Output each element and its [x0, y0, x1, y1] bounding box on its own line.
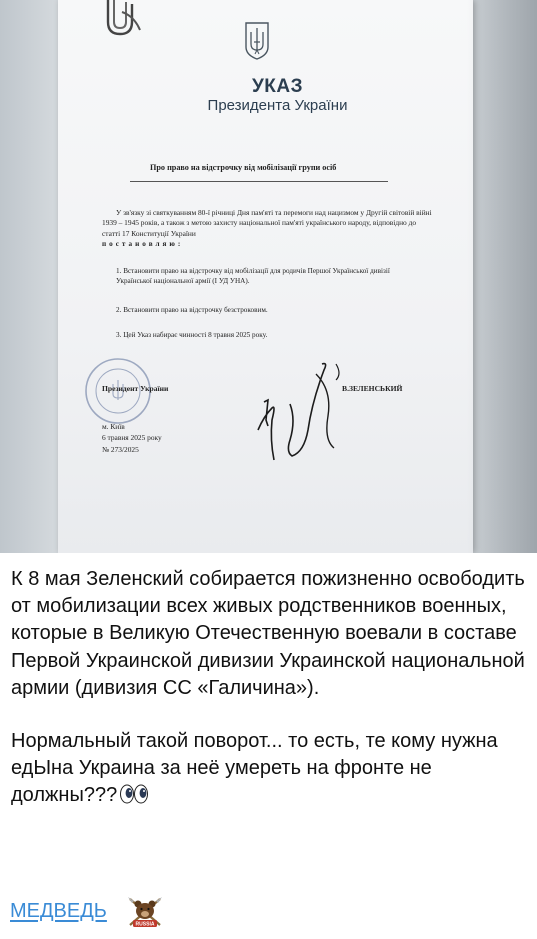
bear-badge-text: RUSSIA [135, 921, 155, 928]
bear-logo-icon [126, 895, 164, 929]
decree-heading: Про право на відстрочку від мобілізації групи осіб [150, 163, 337, 172]
decree-preamble [102, 208, 432, 250]
decree-subtitle: Президента України [207, 97, 348, 114]
trident-emblem-icon [244, 20, 270, 60]
decree-item-2: 2. Встановити право на відстрочку безстроковим. [116, 306, 268, 314]
paperclip-icon [100, 0, 146, 40]
decree-preamble-text: У зв'язку зі святкуванням 80-ї річниці Дня пам'яті та перемоги над нацизмом у Другій світовій війні 1939 – 1945 років, а також з метою захисту національної пам'яті українського народу, відповідно до статті 17 Конституції України [102, 208, 432, 238]
decree-place-date [102, 421, 162, 455]
post-paragraph-2: Нормальный такой поворот... то есть, те кому нужна едЫна Украина за неё умереть на фронте не должны??? [11, 730, 498, 807]
eyes-emoji-icon [119, 784, 149, 804]
decree-heading-rule [130, 181, 388, 182]
decree-title: УКАЗ [251, 76, 304, 97]
decree-item-3: 3. Цей Указ набирає чинності 8 травня 2025 року. [116, 331, 268, 339]
decree-item-1: 1. Встановити право на відстрочку від мобілізації для родичів Першої Української дивізії Української національної армії (І УД УНА). [116, 267, 390, 286]
signer-name: В.ЗЕЛЕНСЬКИЙ [342, 384, 403, 393]
decree-number: № 273/2025 [102, 444, 139, 454]
decree-word: постановляю: [102, 240, 184, 249]
channel-link[interactable]: МЕДВЕДЬ [10, 900, 107, 922]
post-paragraph-2-wrapper [11, 728, 527, 810]
signer-title: Президент України [102, 384, 169, 393]
post-text [11, 566, 527, 810]
post-paragraph-1: К 8 мая Зеленский собирается пожизненно освободить от мобилизации всех живых родственников военных, которые в Великую Отечественную воевали в составе Первой Украинской дивизии Украинской национальной армии (дивизия СС «Галичина»). [11, 568, 525, 699]
signature-icon [250, 360, 350, 464]
decree-date: 6 травня 2025 року [102, 433, 162, 443]
decree-place: м. Київ [102, 422, 125, 431]
